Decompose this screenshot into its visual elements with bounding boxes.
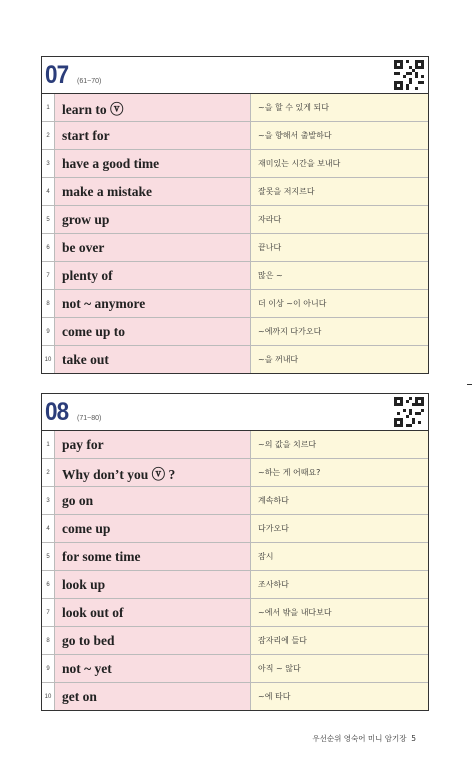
unit-08-card xyxy=(41,393,429,711)
row-number: 1 xyxy=(42,94,55,121)
english-phrase: start for xyxy=(55,122,251,149)
row-number: 10 xyxy=(42,346,55,373)
english-phrase: Why don’t you ⓥ ? xyxy=(55,459,251,486)
table-row xyxy=(42,514,428,542)
unit-range: (71~80) xyxy=(77,415,102,422)
row-number: 5 xyxy=(42,543,55,570)
table-row xyxy=(42,177,428,205)
table-row xyxy=(42,570,428,598)
row-number: 10 xyxy=(42,683,55,710)
english-phrase: be over xyxy=(55,234,251,261)
row-number: 5 xyxy=(42,206,55,233)
korean-meaning: 많은 ~ xyxy=(251,262,428,289)
korean-meaning: 더 이상 ~이 아니다 xyxy=(251,290,428,317)
korean-meaning: 끝나다 xyxy=(251,234,428,261)
english-phrase: for some time xyxy=(55,543,251,570)
table-row xyxy=(42,261,428,289)
korean-meaning: 잘못을 저지르다 xyxy=(251,178,428,205)
book-title: 우선순위 영숙어 미니 암기장 xyxy=(312,734,407,743)
row-number: 1 xyxy=(42,431,55,458)
english-phrase: look up xyxy=(55,571,251,598)
unit-range: (61~70) xyxy=(77,78,102,85)
korean-meaning: 자라다 xyxy=(251,206,428,233)
phrase-list xyxy=(42,431,428,710)
table-row xyxy=(42,289,428,317)
row-number: 4 xyxy=(42,515,55,542)
row-number: 3 xyxy=(42,487,55,514)
english-phrase: look out of xyxy=(55,599,251,626)
korean-meaning: 재미있는 시간을 보내다 xyxy=(251,150,428,177)
english-phrase: make a mistake xyxy=(55,178,251,205)
korean-meaning: ~을 할 수 있게 되다 xyxy=(251,94,428,121)
english-phrase: get on xyxy=(55,683,251,710)
row-number: 2 xyxy=(42,459,55,486)
english-phrase: have a good time xyxy=(55,150,251,177)
english-phrase: learn to ⓥ xyxy=(55,94,251,121)
korean-meaning: 조사하다 xyxy=(251,571,428,598)
korean-meaning: 잠시 xyxy=(251,543,428,570)
korean-meaning: 다가오다 xyxy=(251,515,428,542)
qr-code-icon[interactable] xyxy=(394,397,424,427)
table-row xyxy=(42,542,428,570)
table-row xyxy=(42,205,428,233)
row-number: 7 xyxy=(42,599,55,626)
qr-code-icon[interactable] xyxy=(394,60,424,90)
english-phrase: grow up xyxy=(55,206,251,233)
english-phrase: go to bed xyxy=(55,627,251,654)
table-row xyxy=(42,317,428,345)
english-phrase: not ~ anymore xyxy=(55,290,251,317)
table-row xyxy=(42,94,428,121)
row-number: 2 xyxy=(42,122,55,149)
row-number: 8 xyxy=(42,290,55,317)
unit-number: 08 xyxy=(45,398,69,426)
korean-meaning: 계속하다 xyxy=(251,487,428,514)
korean-meaning: ~을 향해서 출발하다 xyxy=(251,122,428,149)
row-number: 4 xyxy=(42,178,55,205)
table-row xyxy=(42,458,428,486)
unit-number: 07 xyxy=(45,61,69,89)
row-number: 6 xyxy=(42,571,55,598)
table-row xyxy=(42,121,428,149)
row-number: 7 xyxy=(42,262,55,289)
korean-meaning: ~에 타다 xyxy=(251,683,428,710)
english-phrase: come up to xyxy=(55,318,251,345)
row-number: 3 xyxy=(42,150,55,177)
table-row xyxy=(42,233,428,261)
unit-header xyxy=(42,394,428,431)
row-number: 9 xyxy=(42,318,55,345)
korean-meaning: 아직 ~ 않다 xyxy=(251,655,428,682)
table-row xyxy=(42,345,428,373)
row-number: 8 xyxy=(42,627,55,654)
table-row xyxy=(42,682,428,710)
page-footer xyxy=(312,733,416,744)
table-row xyxy=(42,486,428,514)
page-number: 5 xyxy=(411,734,416,743)
phrase-list xyxy=(42,94,428,373)
unit-07-card xyxy=(41,56,429,374)
unit-header xyxy=(42,57,428,94)
row-number: 6 xyxy=(42,234,55,261)
table-row xyxy=(42,149,428,177)
korean-meaning: 잠자리에 들다 xyxy=(251,627,428,654)
korean-meaning: ~을 꺼내다 xyxy=(251,346,428,373)
divider xyxy=(467,384,472,385)
table-row xyxy=(42,431,428,458)
table-row xyxy=(42,598,428,626)
korean-meaning: ~에까지 다가오다 xyxy=(251,318,428,345)
korean-meaning: ~하는 게 어때요? xyxy=(251,459,428,486)
english-phrase: pay for xyxy=(55,431,251,458)
table-row xyxy=(42,626,428,654)
korean-meaning: ~에서 밖을 내다보다 xyxy=(251,599,428,626)
english-phrase: plenty of xyxy=(55,262,251,289)
english-phrase: go on xyxy=(55,487,251,514)
korean-meaning: ~의 값을 치르다 xyxy=(251,431,428,458)
row-number: 9 xyxy=(42,655,55,682)
english-phrase: not ~ yet xyxy=(55,655,251,682)
table-row xyxy=(42,654,428,682)
english-phrase: take out xyxy=(55,346,251,373)
english-phrase: come up xyxy=(55,515,251,542)
